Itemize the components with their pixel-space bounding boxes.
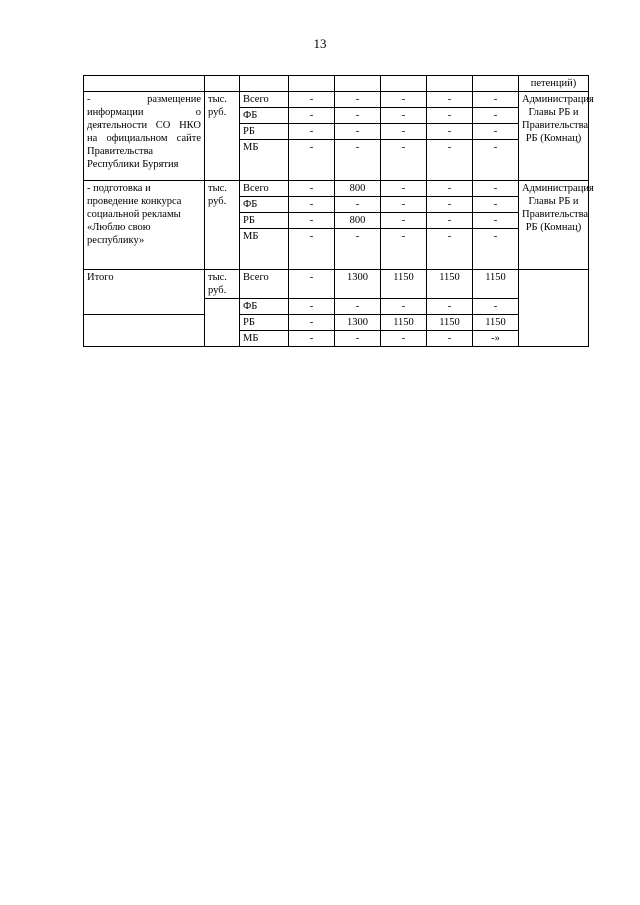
value-cell: - (289, 140, 335, 181)
budget-table (83, 75, 594, 347)
value-cell: - (473, 92, 519, 108)
total-label: Итого (84, 270, 205, 315)
value-cell: - (289, 92, 335, 108)
value-cell: - (427, 124, 473, 140)
value-cell: - (289, 213, 335, 229)
table-cell (240, 76, 289, 92)
executor-continuation: петенций) (519, 76, 589, 92)
value-cell: - (335, 331, 381, 347)
table-cell (381, 76, 427, 92)
value-cell: 1150 (473, 315, 519, 331)
table-cell (335, 76, 381, 92)
value-cell: - (473, 229, 519, 270)
table-cell (473, 76, 519, 92)
value-cell: - (381, 124, 427, 140)
source-cell: РБ (240, 213, 289, 229)
page-number: 13 (313, 36, 327, 51)
source-cell: РБ (240, 124, 289, 140)
value-cell: - (427, 197, 473, 213)
value-cell: - (381, 140, 427, 181)
unit-cell: тыс. руб. (205, 92, 240, 181)
value-cell: - (427, 140, 473, 181)
value-cell: - (289, 270, 335, 299)
value-cell: - (289, 124, 335, 140)
value-cell: - (289, 197, 335, 213)
value-cell: 1150 (381, 270, 427, 299)
value-cell: - (473, 140, 519, 181)
value-cell: 1150 (427, 270, 473, 299)
value-cell: - (427, 299, 473, 315)
event-name: - подготовка и проведение конкурса социальной рекламы «Люблю свою республику» (84, 181, 205, 270)
value-cell: - (335, 229, 381, 270)
value-cell: - (427, 108, 473, 124)
source-cell: ФБ (240, 299, 289, 315)
executor-cell (519, 270, 589, 347)
table-cell (84, 315, 205, 347)
value-cell: - (335, 140, 381, 181)
source-cell: Всего (240, 181, 289, 197)
source-cell: МБ (240, 140, 289, 181)
value-cell: - (381, 92, 427, 108)
value-cell: - (473, 108, 519, 124)
value-cell: 800 (335, 213, 381, 229)
value-cell: - (335, 299, 381, 315)
value-cell: - (289, 229, 335, 270)
value-cell: - (381, 299, 427, 315)
source-cell: МБ (240, 229, 289, 270)
table-cell (84, 76, 205, 92)
event-name: - размещение информации о деятельности СО НКО на официальном сайте Правительства Республики Бурятия (84, 92, 205, 181)
value-cell: - (335, 124, 381, 140)
value-cell: - (473, 181, 519, 197)
table-cell (289, 76, 335, 92)
value-cell: 1300 (335, 315, 381, 331)
value-cell: 800 (335, 181, 381, 197)
source-cell: Всего (240, 92, 289, 108)
value-cell: - (289, 315, 335, 331)
value-cell: 1150 (381, 315, 427, 331)
table-row (84, 181, 589, 197)
value-cell: - (427, 181, 473, 197)
value-cell: 1300 (335, 270, 381, 299)
source-cell: ФБ (240, 108, 289, 124)
value-cell: - (473, 197, 519, 213)
table-cell (427, 76, 473, 92)
continuation-row (84, 76, 589, 92)
value-cell: - (381, 108, 427, 124)
unit-cell: тыс. руб. (205, 270, 240, 299)
value-cell: - (335, 92, 381, 108)
value-cell: - (289, 299, 335, 315)
value-cell: - (473, 124, 519, 140)
value-cell: -» (473, 331, 519, 347)
value-cell: - (473, 299, 519, 315)
value-cell: - (289, 331, 335, 347)
value-cell: - (473, 213, 519, 229)
table-row (84, 92, 589, 108)
source-cell: ФБ (240, 197, 289, 213)
value-cell: - (381, 213, 427, 229)
value-cell: - (335, 108, 381, 124)
table-cell (205, 299, 240, 347)
value-cell: - (381, 197, 427, 213)
source-cell: МБ (240, 331, 289, 347)
value-cell: - (427, 229, 473, 270)
value-cell: - (427, 331, 473, 347)
value-cell: 1150 (427, 315, 473, 331)
unit-cell: тыс. руб. (205, 181, 240, 270)
source-cell: РБ (240, 315, 289, 331)
value-cell: 1150 (473, 270, 519, 299)
executor-cell: Администрация Главы РБ и Правительства РБ (Комнац) (519, 181, 589, 270)
value-cell: - (427, 213, 473, 229)
value-cell: - (381, 331, 427, 347)
source-cell: Всего (240, 270, 289, 299)
value-cell: - (289, 108, 335, 124)
table-row (84, 315, 589, 331)
value-cell: - (381, 181, 427, 197)
table-row (84, 270, 589, 299)
table-cell (205, 76, 240, 92)
value-cell: - (335, 197, 381, 213)
value-cell: - (427, 92, 473, 108)
executor-cell: Администрация Главы РБ и Правительства РБ (Комнац) (519, 92, 589, 181)
value-cell: - (381, 229, 427, 270)
value-cell: - (289, 181, 335, 197)
